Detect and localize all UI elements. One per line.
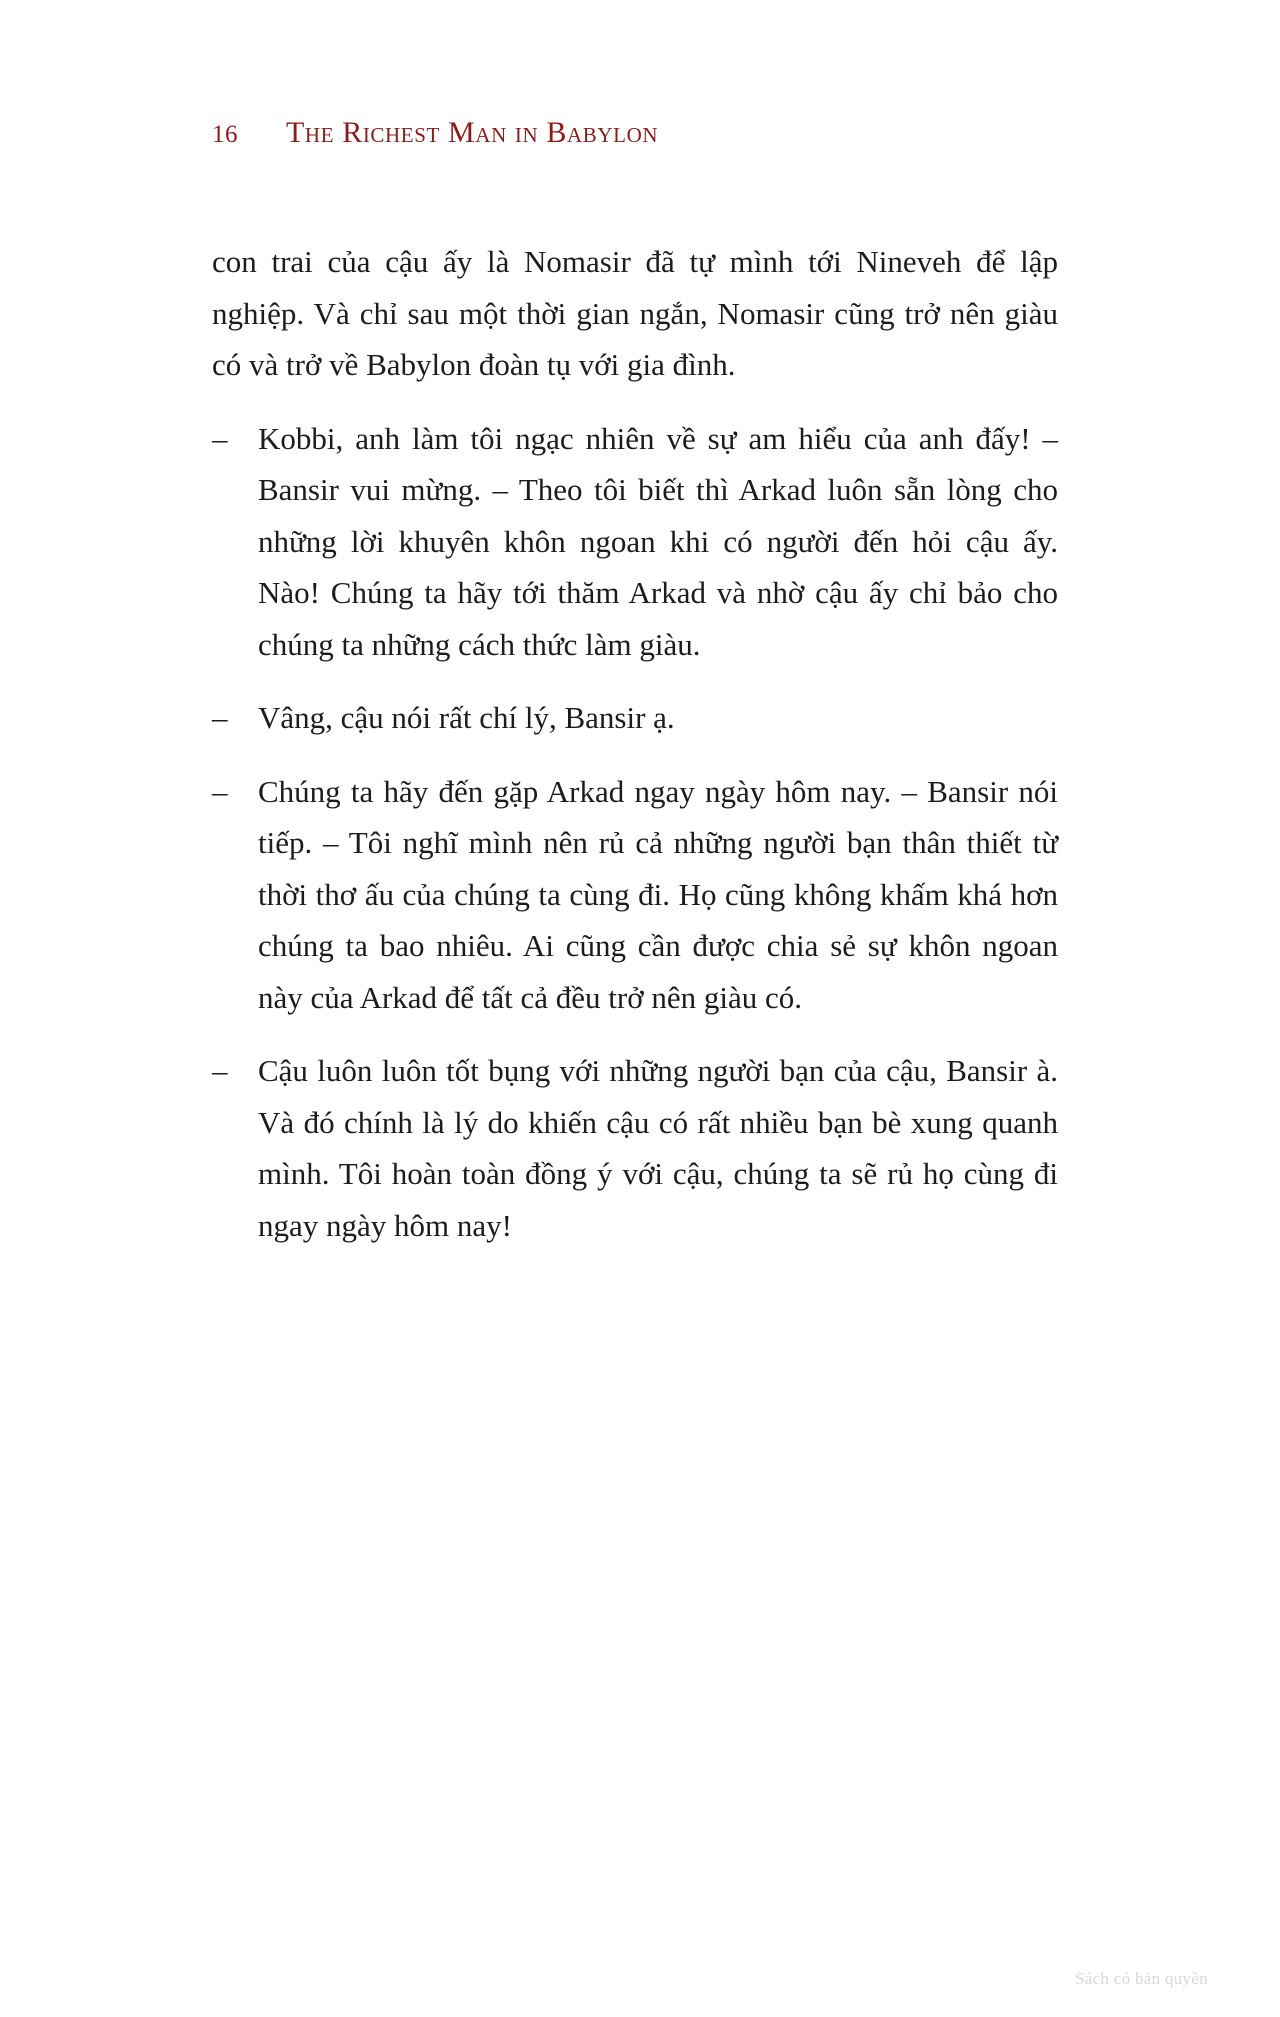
- dialogue-dash: –: [212, 1053, 228, 1088]
- paragraph-continuation: [212, 236, 1058, 391]
- dialogue-dash: –: [212, 700, 228, 735]
- dialogue-dash: –: [212, 773, 228, 809]
- paragraph-dialogue: [212, 692, 1058, 744]
- paragraph-text: Cậu luôn luôn tốt bụng với những người bạn của cậu, Bansir à. Và đó chính là lý do khiến cậu có rất nhiều bạn bè xung quanh mình. Tôi hoàn toàn đồng ý với cậu, chúng ta sẽ rủ họ cùng đi ngay ngày hôm nay!: [258, 1053, 1058, 1243]
- paragraph-text: Chúng ta hãy đến gặp Arkad ngay ngày hôm nay. – Bansir nói tiếp. – Tôi nghĩ mình nên rủ cả những người bạn thân thiết từ thời thơ ấu của chúng ta cùng đi. Họ cũng không khấm khá hơn chúng ta bao nhiêu. Ai cũng cần được chia sẻ sự khôn ngoan này của Arkad để tất cả đều trở nên giàu có.: [258, 773, 1058, 1015]
- dialogue-dash: –: [212, 420, 228, 456]
- running-head-title: The Richest Man in Babylon: [286, 116, 659, 149]
- paragraph-dialogue: [212, 413, 1058, 671]
- paragraph-text: Vâng, cậu nói rất chí lý, Bansir ạ.: [258, 700, 675, 735]
- paragraph-dialogue: [212, 766, 1058, 1024]
- paragraph-text: Kobbi, anh làm tôi ngạc nhiên về sự am hiểu của anh đấy! – Bansir vui mừng. – Theo tôi biết thì Arkad luôn sẵn lòng cho những lời khuyên khôn ngoan khi có người đến hỏi cậu ấy. Nào! Chúng ta hãy tới thăm Arkad và nhờ cậu ấy chỉ bảo cho chúng ta những cách thức làm giàu.: [258, 420, 1058, 662]
- page-number: 16: [212, 121, 238, 148]
- paragraph-text: con trai của cậu ấy là Nomasir đã tự mình tới Nineveh để lập nghiệp. Và chỉ sau một thời gian ngắn, Nomasir cũng trở nên giàu có và trở về Babylon đoàn tụ với gia đình.: [212, 244, 1058, 382]
- body-text-block: [212, 236, 1058, 1251]
- copyright-watermark: Sách có bản quyền: [1074, 1969, 1208, 1988]
- paragraph-dialogue: [212, 1045, 1058, 1251]
- running-head: [212, 116, 658, 150]
